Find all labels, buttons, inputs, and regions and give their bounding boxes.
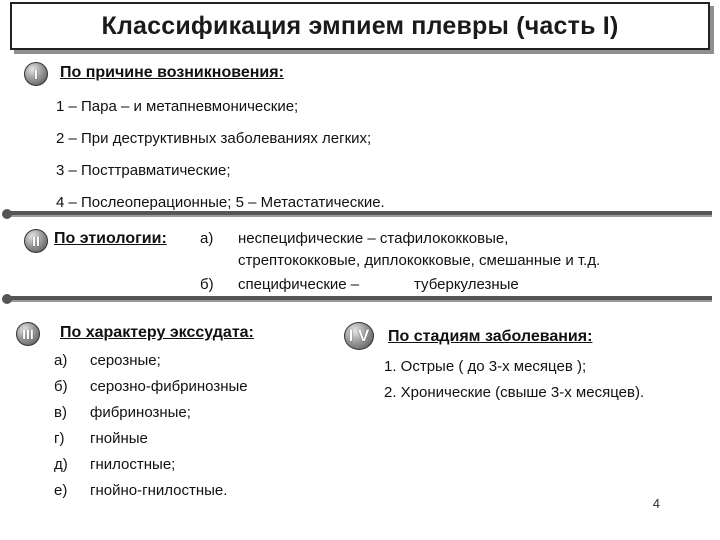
section-1-item: 1 – Пара – и метапневмонические; — [56, 98, 299, 115]
etiology-marker-b: б) — [200, 276, 214, 293]
section-3-heading: По характеру экссудата: — [60, 324, 254, 341]
title-box — [10, 2, 710, 50]
section-divider — [8, 211, 712, 217]
exudate-item: гнойно-гнилостные. — [90, 482, 228, 499]
stage-item: 2. Хронические (свыше 3-х месяцев). — [384, 384, 645, 401]
exudate-item: фибринозные; — [90, 404, 191, 421]
roman-badge-4: I V — [344, 322, 374, 350]
exudate-marker: в) — [54, 404, 67, 421]
section-1-heading: По причине возникновения: — [60, 64, 284, 81]
section-divider — [8, 296, 712, 302]
etiology-marker-a: а) — [200, 230, 214, 247]
exudate-marker: а) — [54, 352, 68, 369]
etiology-a-line-1: неспецифические – стафилококковые, — [238, 230, 509, 247]
etiology-b-text: специфические – — [238, 276, 360, 293]
exudate-marker: б) — [54, 378, 68, 395]
etiology-a-line-2: стрептококковые, диплококковые, смешанные и т.д. — [238, 252, 601, 269]
section-1-item: 4 – Послеоперационные; 5 – Метастатические. — [56, 194, 385, 211]
section-1-item: 2 – При деструктивных заболеваниях легких; — [56, 130, 372, 147]
page-number: 4 — [652, 496, 660, 511]
exudate-marker: е) — [54, 482, 68, 499]
stage-item: 1. Острые ( до 3-х месяцев ); — [384, 358, 587, 375]
section-1-item: 3 – Посттравматические; — [56, 162, 231, 179]
roman-badge-1: I — [24, 62, 48, 86]
exudate-item: серозно-фибринозные — [90, 378, 248, 395]
page-title: Классификация эмпием плевры (часть I) — [101, 11, 619, 40]
exudate-item: гнойные — [90, 430, 148, 447]
etiology-b-text-2: туберкулезные — [414, 276, 519, 293]
roman-badge-3: III — [16, 322, 40, 346]
exudate-marker: г) — [54, 430, 65, 447]
section-2-heading: По этиологии: — [54, 230, 167, 247]
exudate-marker: д) — [54, 456, 68, 473]
exudate-item: серозные; — [90, 352, 161, 369]
exudate-item: гнилостные; — [90, 456, 176, 473]
roman-badge-2: II — [24, 229, 48, 253]
section-4-heading: По стадиям заболевания: — [388, 328, 593, 345]
